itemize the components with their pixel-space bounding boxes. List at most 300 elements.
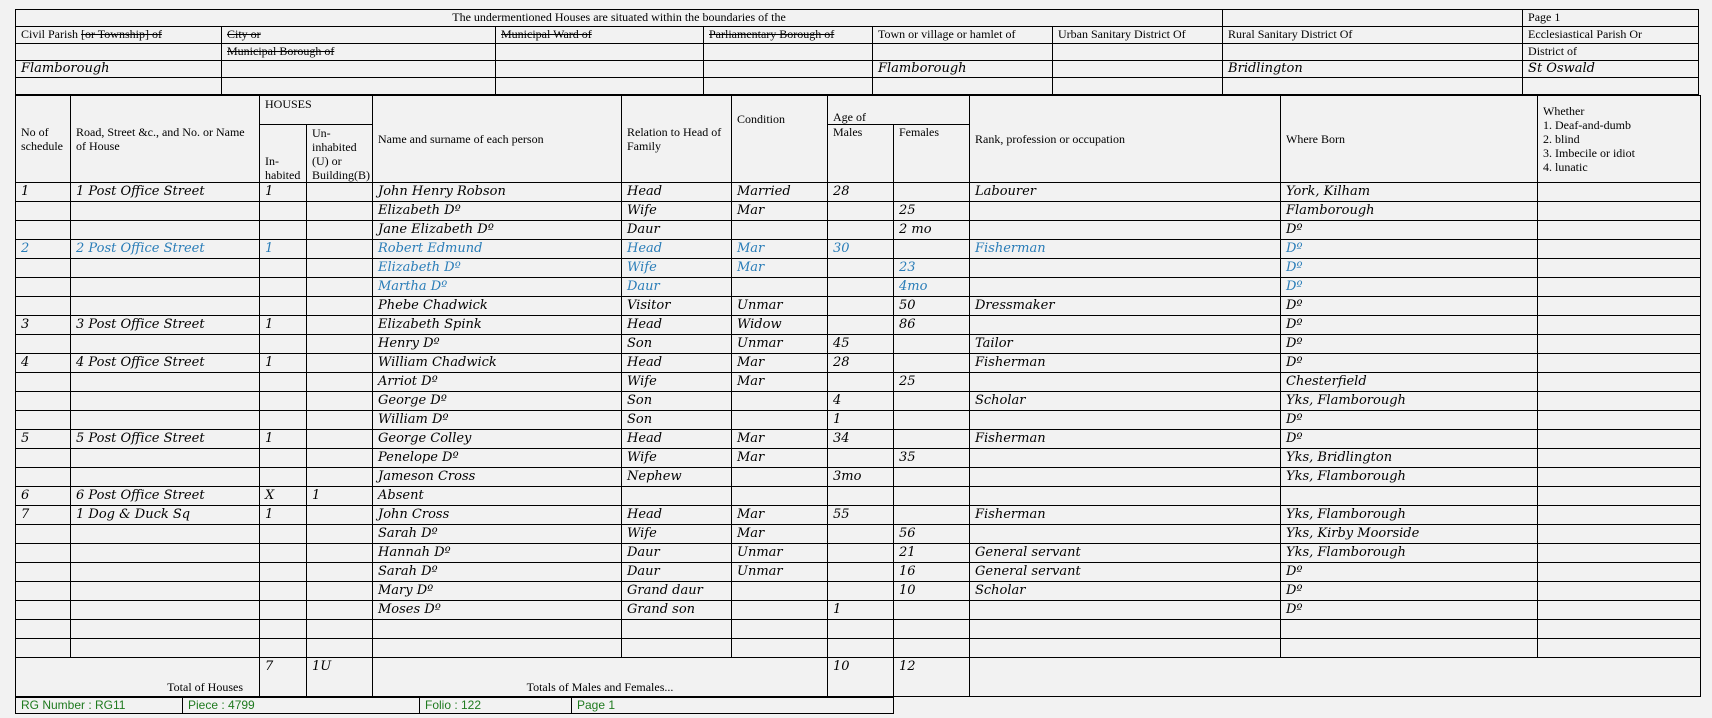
- inhabited-cell: [260, 278, 307, 297]
- name-cell: [373, 639, 622, 658]
- males-cell: 4: [828, 392, 894, 411]
- schedule-cell: [16, 525, 71, 544]
- condition-cell: [732, 487, 828, 506]
- males-cell: [828, 582, 894, 601]
- relation-cell: Wife: [622, 202, 732, 221]
- name-cell: William Dº: [373, 411, 622, 430]
- schedule-cell: [16, 202, 71, 221]
- name-cell: [373, 620, 622, 639]
- where-born-cell: Yks, Kirby Moorside: [1281, 525, 1538, 544]
- table-row: [16, 430, 1701, 449]
- table-row: [16, 582, 1701, 601]
- condition-cell: [732, 468, 828, 487]
- females-cell: [894, 639, 970, 658]
- inhabited-cell: [260, 259, 307, 278]
- whether-cell: [1538, 544, 1701, 563]
- occupation-cell: [970, 620, 1281, 639]
- city-label: City or: [222, 27, 496, 44]
- uninhabited-cell: [307, 183, 373, 202]
- occupation-cell: [970, 278, 1281, 297]
- females-cell: [894, 506, 970, 525]
- males-cell: [828, 221, 894, 240]
- uninhabited-cell: [307, 525, 373, 544]
- whether-cell: [1538, 620, 1701, 639]
- name-cell: Sarah Dº: [373, 525, 622, 544]
- relation-cell: Grand son: [622, 601, 732, 620]
- header-blank: [1053, 61, 1223, 78]
- occupation-cell: [970, 259, 1281, 278]
- table-row: [16, 449, 1701, 468]
- name-cell: John Henry Robson: [373, 183, 622, 202]
- table-row: [16, 183, 1701, 202]
- col-where-born: Where Born: [1281, 96, 1538, 183]
- schedule-cell: 2: [16, 240, 71, 259]
- condition-cell: Mar: [732, 259, 828, 278]
- inhabited-cell: [260, 620, 307, 639]
- whether-cell: [1538, 202, 1701, 221]
- road-cell: [71, 525, 260, 544]
- condition-cell: [732, 601, 828, 620]
- census-rows: [16, 183, 1701, 658]
- road-cell: [71, 297, 260, 316]
- header-blank: [704, 44, 873, 61]
- occupation-cell: General servant: [970, 544, 1281, 563]
- relation-cell: Head: [622, 183, 732, 202]
- where-born-cell: Yks, Flamborough: [1281, 506, 1538, 525]
- piece-number: Piece : 4799: [183, 698, 420, 714]
- females-cell: 2 mo: [894, 221, 970, 240]
- where-born-cell: Dº: [1281, 259, 1538, 278]
- females-cell: [894, 601, 970, 620]
- females-cell: 23: [894, 259, 970, 278]
- schedule-cell: [16, 335, 71, 354]
- header-value-row: [16, 61, 1699, 78]
- where-born-cell: Dº: [1281, 221, 1538, 240]
- header-blank: [1223, 10, 1523, 27]
- schedule-cell: [16, 392, 71, 411]
- whether-cell: [1538, 525, 1701, 544]
- name-cell: William Chadwick: [373, 354, 622, 373]
- name-cell: George Colley: [373, 430, 622, 449]
- whether-cell: [1538, 316, 1701, 335]
- name-cell: Arriot Dº: [373, 373, 622, 392]
- males-cell: [828, 449, 894, 468]
- females-cell: 86: [894, 316, 970, 335]
- header-blank: [704, 78, 873, 95]
- ecclesiastical-parish-label: Ecclesiastical Parish Or: [1523, 27, 1699, 44]
- uninhabited-cell: [307, 411, 373, 430]
- females-cell: 25: [894, 373, 970, 392]
- females-cell: 16: [894, 563, 970, 582]
- where-born-cell: Dº: [1281, 411, 1538, 430]
- occupation-cell: Fisherman: [970, 240, 1281, 259]
- road-cell: [71, 373, 260, 392]
- schedule-cell: [16, 544, 71, 563]
- condition-cell: [732, 620, 828, 639]
- schedule-cell: [16, 221, 71, 240]
- females-cell: 10: [894, 582, 970, 601]
- where-born-cell: [1281, 639, 1538, 658]
- uninhabited-cell: 1: [307, 487, 373, 506]
- relation-cell: Wife: [622, 449, 732, 468]
- uninhabited-cell: [307, 639, 373, 658]
- table-row: [16, 620, 1701, 639]
- uninhabited-cell: [307, 544, 373, 563]
- table-row: [16, 601, 1701, 620]
- relation-cell: [622, 639, 732, 658]
- col-uninhabited: Un-inhabited (U) or Building(B): [307, 125, 373, 183]
- females-cell: 25: [894, 202, 970, 221]
- whether-cell: [1538, 278, 1701, 297]
- name-cell: Moses Dº: [373, 601, 622, 620]
- schedule-cell: [16, 468, 71, 487]
- whether-cell: [1538, 373, 1701, 392]
- whether-cell: [1538, 183, 1701, 202]
- schedule-cell: 7: [16, 506, 71, 525]
- occupation-cell: General servant: [970, 563, 1281, 582]
- relation-cell: Son: [622, 392, 732, 411]
- where-born-cell: Dº: [1281, 354, 1538, 373]
- relation-cell: Head: [622, 354, 732, 373]
- relation-cell: Daur: [622, 544, 732, 563]
- table-row: [16, 278, 1701, 297]
- whether-cell: [1538, 221, 1701, 240]
- where-born-cell: Dº: [1281, 278, 1538, 297]
- males-cell: [828, 525, 894, 544]
- males-cell: 55: [828, 506, 894, 525]
- occupation-cell: [970, 202, 1281, 221]
- males-cell: [828, 259, 894, 278]
- relation-cell: Daur: [622, 221, 732, 240]
- inhabited-cell: [260, 335, 307, 354]
- occupation-cell: [970, 316, 1281, 335]
- uninhabited-cell: [307, 297, 373, 316]
- name-cell: Jameson Cross: [373, 468, 622, 487]
- schedule-cell: [16, 620, 71, 639]
- where-born-cell: Yks, Bridlington: [1281, 449, 1538, 468]
- uninhabited-cell: [307, 506, 373, 525]
- municipal-ward-label: Municipal Ward of: [496, 27, 704, 44]
- schedule-cell: [16, 278, 71, 297]
- road-cell: [71, 392, 260, 411]
- females-cell: 56: [894, 525, 970, 544]
- road-cell: [71, 468, 260, 487]
- schedule-cell: 4: [16, 354, 71, 373]
- condition-cell: Mar: [732, 506, 828, 525]
- census-title: The undermentioned Houses are situated within the boundaries of the: [16, 10, 1223, 27]
- district-of-label: District of: [1523, 44, 1699, 61]
- condition-cell: Unmar: [732, 544, 828, 563]
- road-cell: [71, 202, 260, 221]
- road-cell: [71, 639, 260, 658]
- name-cell: Penelope Dº: [373, 449, 622, 468]
- where-born-cell: Dº: [1281, 582, 1538, 601]
- table-row: [16, 202, 1701, 221]
- col-age: Age of: [828, 96, 970, 125]
- name-cell: Elizabeth Spink: [373, 316, 622, 335]
- table-row: [16, 373, 1701, 392]
- females-cell: [894, 335, 970, 354]
- relation-cell: Head: [622, 316, 732, 335]
- col-road: Road, Street &c., and No. or Name of House: [71, 96, 260, 183]
- females-cell: [894, 392, 970, 411]
- whether-cell: [1538, 240, 1701, 259]
- females-cell: 4mo: [894, 278, 970, 297]
- header-blank: [1053, 44, 1223, 61]
- whether-cell: [1538, 354, 1701, 373]
- where-born-cell: Dº: [1281, 430, 1538, 449]
- occupation-cell: [970, 639, 1281, 658]
- where-born-cell: Yks, Flamborough: [1281, 544, 1538, 563]
- relation-cell: Son: [622, 411, 732, 430]
- table-row: [16, 259, 1701, 278]
- name-cell: John Cross: [373, 506, 622, 525]
- table-row: [16, 525, 1701, 544]
- condition-cell: Mar: [732, 240, 828, 259]
- road-cell: [71, 278, 260, 297]
- table-row: [16, 240, 1701, 259]
- col-schedule: No of schedule: [16, 96, 71, 183]
- footer-page: Page 1: [572, 698, 894, 714]
- inhabited-cell: [260, 373, 307, 392]
- road-cell: 6 Post Office Street: [71, 487, 260, 506]
- schedule-cell: [16, 411, 71, 430]
- where-born-cell: Flamborough: [1281, 202, 1538, 221]
- col-occupation: Rank, profession or occupation: [970, 96, 1281, 183]
- total-females: 12: [894, 658, 970, 697]
- males-cell: [828, 278, 894, 297]
- table-row: [16, 392, 1701, 411]
- males-cell: 28: [828, 183, 894, 202]
- whether-item: 3. Imbecile or idiot: [1543, 146, 1635, 160]
- uninhabited-cell: [307, 202, 373, 221]
- town-label: Town or village or hamlet of: [873, 27, 1053, 44]
- occupation-cell: Fisherman: [970, 430, 1281, 449]
- whether-cell: [1538, 601, 1701, 620]
- road-cell: 5 Post Office Street: [71, 430, 260, 449]
- males-cell: [828, 373, 894, 392]
- name-cell: Elizabeth Dº: [373, 202, 622, 221]
- uninhabited-cell: [307, 335, 373, 354]
- col-condition: Condition: [732, 96, 828, 183]
- table-row: [16, 468, 1701, 487]
- where-born-cell: Yks, Flamborough: [1281, 468, 1538, 487]
- inhabited-cell: [260, 392, 307, 411]
- inhabited-cell: [260, 411, 307, 430]
- males-cell: [828, 620, 894, 639]
- females-cell: [894, 183, 970, 202]
- name-cell: Hannah Dº: [373, 544, 622, 563]
- relation-cell: Head: [622, 430, 732, 449]
- males-cell: [828, 544, 894, 563]
- whether-cell: [1538, 639, 1701, 658]
- whether-cell: [1538, 259, 1701, 278]
- condition-cell: Mar: [732, 430, 828, 449]
- males-cell: 30: [828, 240, 894, 259]
- females-cell: [894, 487, 970, 506]
- occupation-cell: [970, 468, 1281, 487]
- uninhabited-cell: [307, 620, 373, 639]
- condition-cell: [732, 582, 828, 601]
- uninhabited-cell: [307, 468, 373, 487]
- inhabited-cell: [260, 468, 307, 487]
- header-blank: [16, 44, 222, 61]
- schedule-cell: [16, 582, 71, 601]
- occupation-cell: Scholar: [970, 392, 1281, 411]
- females-cell: [894, 240, 970, 259]
- col-females: Females: [894, 125, 970, 183]
- schedule-cell: 3: [16, 316, 71, 335]
- whether-cell: [1538, 335, 1701, 354]
- schedule-cell: [16, 601, 71, 620]
- occupation-cell: [970, 601, 1281, 620]
- inhabited-cell: [260, 563, 307, 582]
- relation-cell: Wife: [622, 259, 732, 278]
- relation-cell: Head: [622, 506, 732, 525]
- name-cell: George Dº: [373, 392, 622, 411]
- table-row: [16, 335, 1701, 354]
- whether-cell: [1538, 449, 1701, 468]
- where-born-cell: Dº: [1281, 335, 1538, 354]
- schedule-cell: [16, 297, 71, 316]
- header-blank: [496, 61, 704, 78]
- table-row: [16, 506, 1701, 525]
- header-blank: [222, 78, 496, 95]
- schedule-cell: 5: [16, 430, 71, 449]
- condition-cell: [732, 392, 828, 411]
- totals-blank: [970, 658, 1701, 697]
- females-cell: 21: [894, 544, 970, 563]
- whether-cell: [1538, 411, 1701, 430]
- urban-district-label: Urban Sanitary District Of: [1053, 27, 1223, 44]
- uninhabited-cell: [307, 316, 373, 335]
- females-cell: 50: [894, 297, 970, 316]
- col-houses: HOUSES: [260, 96, 373, 125]
- schedule-cell: [16, 259, 71, 278]
- condition-cell: Mar: [732, 373, 828, 392]
- males-cell: [828, 202, 894, 221]
- road-cell: [71, 620, 260, 639]
- relation-cell: Nephew: [622, 468, 732, 487]
- whether-cell: [1538, 563, 1701, 582]
- relation-cell: Wife: [622, 373, 732, 392]
- males-cell: [828, 563, 894, 582]
- males-cell: 34: [828, 430, 894, 449]
- males-cell: 1: [828, 411, 894, 430]
- rg-number: RG Number : RG11: [16, 698, 183, 714]
- inhabited-cell: [260, 449, 307, 468]
- occupation-cell: [970, 487, 1281, 506]
- header-spacer-row: [16, 78, 1699, 95]
- males-cell: [828, 639, 894, 658]
- name-cell: Jane Elizabeth Dº: [373, 221, 622, 240]
- condition-cell: [732, 278, 828, 297]
- inhabited-cell: 1: [260, 354, 307, 373]
- civil-parish-value: Flamborough: [16, 61, 222, 78]
- inhabited-cell: [260, 202, 307, 221]
- relation-cell: Grand daur: [622, 582, 732, 601]
- name-cell: Robert Edmund: [373, 240, 622, 259]
- uninhabited-cell: [307, 221, 373, 240]
- females-cell: [894, 354, 970, 373]
- header-blank: [496, 44, 704, 61]
- males-cell: [828, 297, 894, 316]
- relation-cell: Head: [622, 240, 732, 259]
- whether-cell: [1538, 506, 1701, 525]
- condition-cell: Mar: [732, 354, 828, 373]
- condition-cell: Unmar: [732, 563, 828, 582]
- occupation-cell: Tailor: [970, 335, 1281, 354]
- males-cell: 45: [828, 335, 894, 354]
- col-males: Males: [828, 125, 894, 183]
- where-born-cell: York, Kilham: [1281, 183, 1538, 202]
- relation-cell: Daur: [622, 278, 732, 297]
- inhabited-cell: [260, 525, 307, 544]
- census-table: [15, 95, 1701, 697]
- inhabited-cell: [260, 297, 307, 316]
- table-row: [16, 639, 1701, 658]
- name-cell: Henry Dº: [373, 335, 622, 354]
- females-cell: [894, 620, 970, 639]
- where-born-cell: Dº: [1281, 316, 1538, 335]
- col-inhabited: In-habited: [260, 125, 307, 183]
- occupation-cell: [970, 411, 1281, 430]
- uninhabited-cell: [307, 278, 373, 297]
- occupation-cell: Fisherman: [970, 506, 1281, 525]
- municipal-borough-label: Municipal Borough of: [222, 44, 496, 61]
- header-blank: [16, 78, 222, 95]
- total-people-label: Totals of Males and Females...: [373, 658, 828, 697]
- road-cell: 1 Post Office Street: [71, 183, 260, 202]
- schedule-cell: [16, 373, 71, 392]
- where-born-cell: Dº: [1281, 240, 1538, 259]
- uninhabited-cell: [307, 449, 373, 468]
- table-row: [16, 544, 1701, 563]
- parliamentary-borough-label: Parliamentary Borough of: [704, 27, 873, 44]
- col-whether: [1538, 96, 1701, 183]
- schedule-cell: [16, 639, 71, 658]
- condition-cell: Widow: [732, 316, 828, 335]
- whether-cell: [1538, 392, 1701, 411]
- road-cell: 4 Post Office Street: [71, 354, 260, 373]
- header-blank: [873, 44, 1053, 61]
- road-cell: [71, 544, 260, 563]
- uninhabited-cell: [307, 430, 373, 449]
- whether-cell: [1538, 468, 1701, 487]
- inhabited-cell: 1: [260, 430, 307, 449]
- females-cell: [894, 411, 970, 430]
- header-blank: [496, 78, 704, 95]
- folio-number: Folio : 122: [420, 698, 572, 714]
- males-cell: 1: [828, 601, 894, 620]
- occupation-cell: Fisherman: [970, 354, 1281, 373]
- inhabited-cell: [260, 582, 307, 601]
- inhabited-cell: 1: [260, 316, 307, 335]
- road-cell: [71, 582, 260, 601]
- relation-cell: [622, 620, 732, 639]
- relation-cell: Wife: [622, 525, 732, 544]
- whether-cell: [1538, 297, 1701, 316]
- name-cell: Phebe Chadwick: [373, 297, 622, 316]
- name-cell: Sarah Dº: [373, 563, 622, 582]
- uninhabited-cell: [307, 373, 373, 392]
- road-cell: 2 Post Office Street: [71, 240, 260, 259]
- inhabited-cell: 1: [260, 240, 307, 259]
- occupation-cell: [970, 221, 1281, 240]
- header-title-row: [16, 10, 1699, 27]
- inhabited-cell: [260, 639, 307, 658]
- condition-cell: Mar: [732, 525, 828, 544]
